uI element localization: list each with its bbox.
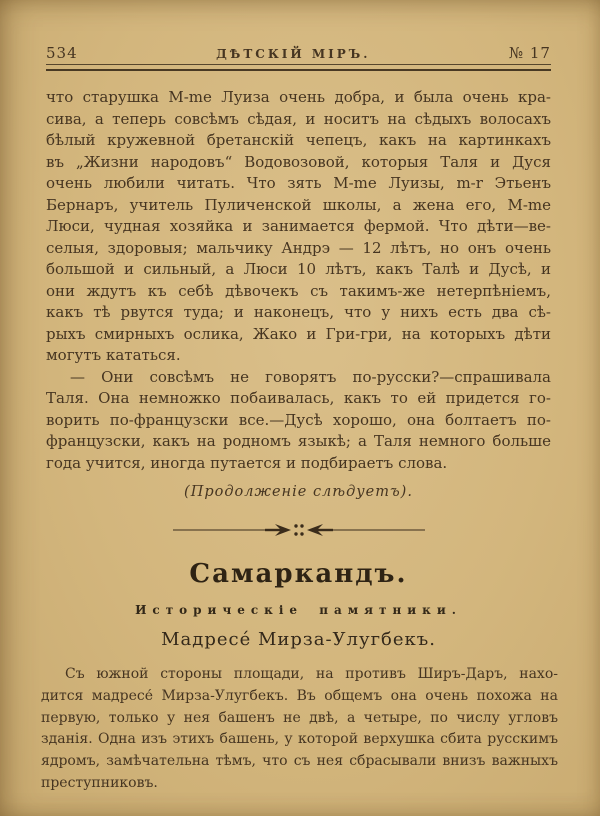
text-line: французски, какъ на родномъ языкѣ; а Таля немного больше bbox=[46, 432, 551, 450]
text-line: какъ тѣ рвутся туда; и наконецъ, что у нихъ есть два сѣ- bbox=[46, 303, 551, 321]
text-line: ворить по-французски все.—Дусѣ хорошо, она болтаетъ по- bbox=[46, 410, 551, 429]
header-rule bbox=[46, 64, 551, 71]
text-line: бѣлый кружевной бретанскій чепецъ, какъ на картинкахъ bbox=[46, 131, 551, 149]
arrows-ornament-icon bbox=[169, 520, 429, 539]
text-line: зданія. Одна изъ этихъ башень, у которой верхушка сбита русскимъ bbox=[41, 731, 558, 748]
article-text-block bbox=[41, 664, 558, 795]
text-line: дится мадресе́ Мирза-Улугбекъ. Въ общемъ она очень похожа на bbox=[41, 687, 558, 704]
text-line: Таля. Она немножко побаивалась, какъ то ей придется го- bbox=[46, 389, 551, 407]
article-subtitle: Историческіе памятники. bbox=[135, 603, 462, 617]
journal-title: ДѢТСКІЙ МІРЪ. bbox=[216, 47, 371, 61]
text-line: селыя, здоровыя; мальчику Андрэ — 12 лѣтъ, но онъ очень bbox=[46, 238, 551, 257]
story-paragraph-2 bbox=[46, 367, 551, 475]
text-line: преступниковъ. bbox=[41, 774, 158, 791]
story-text-block bbox=[46, 87, 551, 504]
article-title: Самаркандъ. bbox=[189, 559, 408, 589]
text-line: что старушка M-me Луиза очень добра, и была очень кра- bbox=[46, 88, 551, 106]
article-section-title: Мадресе́ Мирза-Улугбекъ. bbox=[161, 629, 436, 650]
page-number: 534 bbox=[46, 44, 78, 62]
text-line: года учится, иногда путается и подбираетъ слова. bbox=[46, 453, 448, 472]
text-line: очень любили читать. Что зять M-me Луизы, m-r Этьенъ bbox=[46, 174, 551, 192]
continuation-note: (Продолженіе слѣдуетъ). bbox=[184, 484, 413, 500]
text-line: въ „Жизни народовъ“ Водовозовой, которыя Таля и Дуся bbox=[46, 152, 551, 171]
text-line: первую, только у нея башенъ не двѣ, а четыре, по числу угловъ bbox=[41, 709, 558, 726]
text-line: ядромъ, замѣчательна тѣмъ, что съ нея сбрасывали внизъ важныхъ bbox=[41, 753, 558, 770]
text-line: Бернаръ, учитель Пуличенской школы, а жена его, M-me bbox=[46, 195, 551, 214]
text-line: могутъ кататься. bbox=[46, 346, 181, 364]
text-line: рыхъ смирныхъ ослика, Жако и Гри-гри, на которыхъ дѣти bbox=[46, 324, 551, 343]
text-line: большой и сильный, а Люси 10 лѣтъ, какъ Талѣ и Дусѣ, и bbox=[46, 260, 551, 278]
text-line: — Они совсѣмъ не говорятъ по-русски?—спрашивала bbox=[70, 367, 551, 386]
page-content bbox=[0, 44, 600, 795]
issue-number: № 17 bbox=[508, 44, 551, 62]
text-line: Люси, чудная хозяйка и занимается фермой. Что дѣти—ве- bbox=[46, 217, 551, 235]
text-line: они ждутъ къ себѣ дѣвочекъ съ такимъ-же нетерпѣніемъ, bbox=[46, 281, 551, 300]
story-paragraph-1 bbox=[46, 87, 551, 367]
text-line: Съ южной стороны площади, на противъ Ширъ-Даръ, нахо- bbox=[65, 666, 558, 682]
text-line: сива, а теперь совсѣмъ сѣдая, и носитъ на сѣдыхъ волосахъ bbox=[46, 109, 551, 128]
section-divider bbox=[46, 520, 551, 540]
running-header bbox=[46, 44, 551, 62]
